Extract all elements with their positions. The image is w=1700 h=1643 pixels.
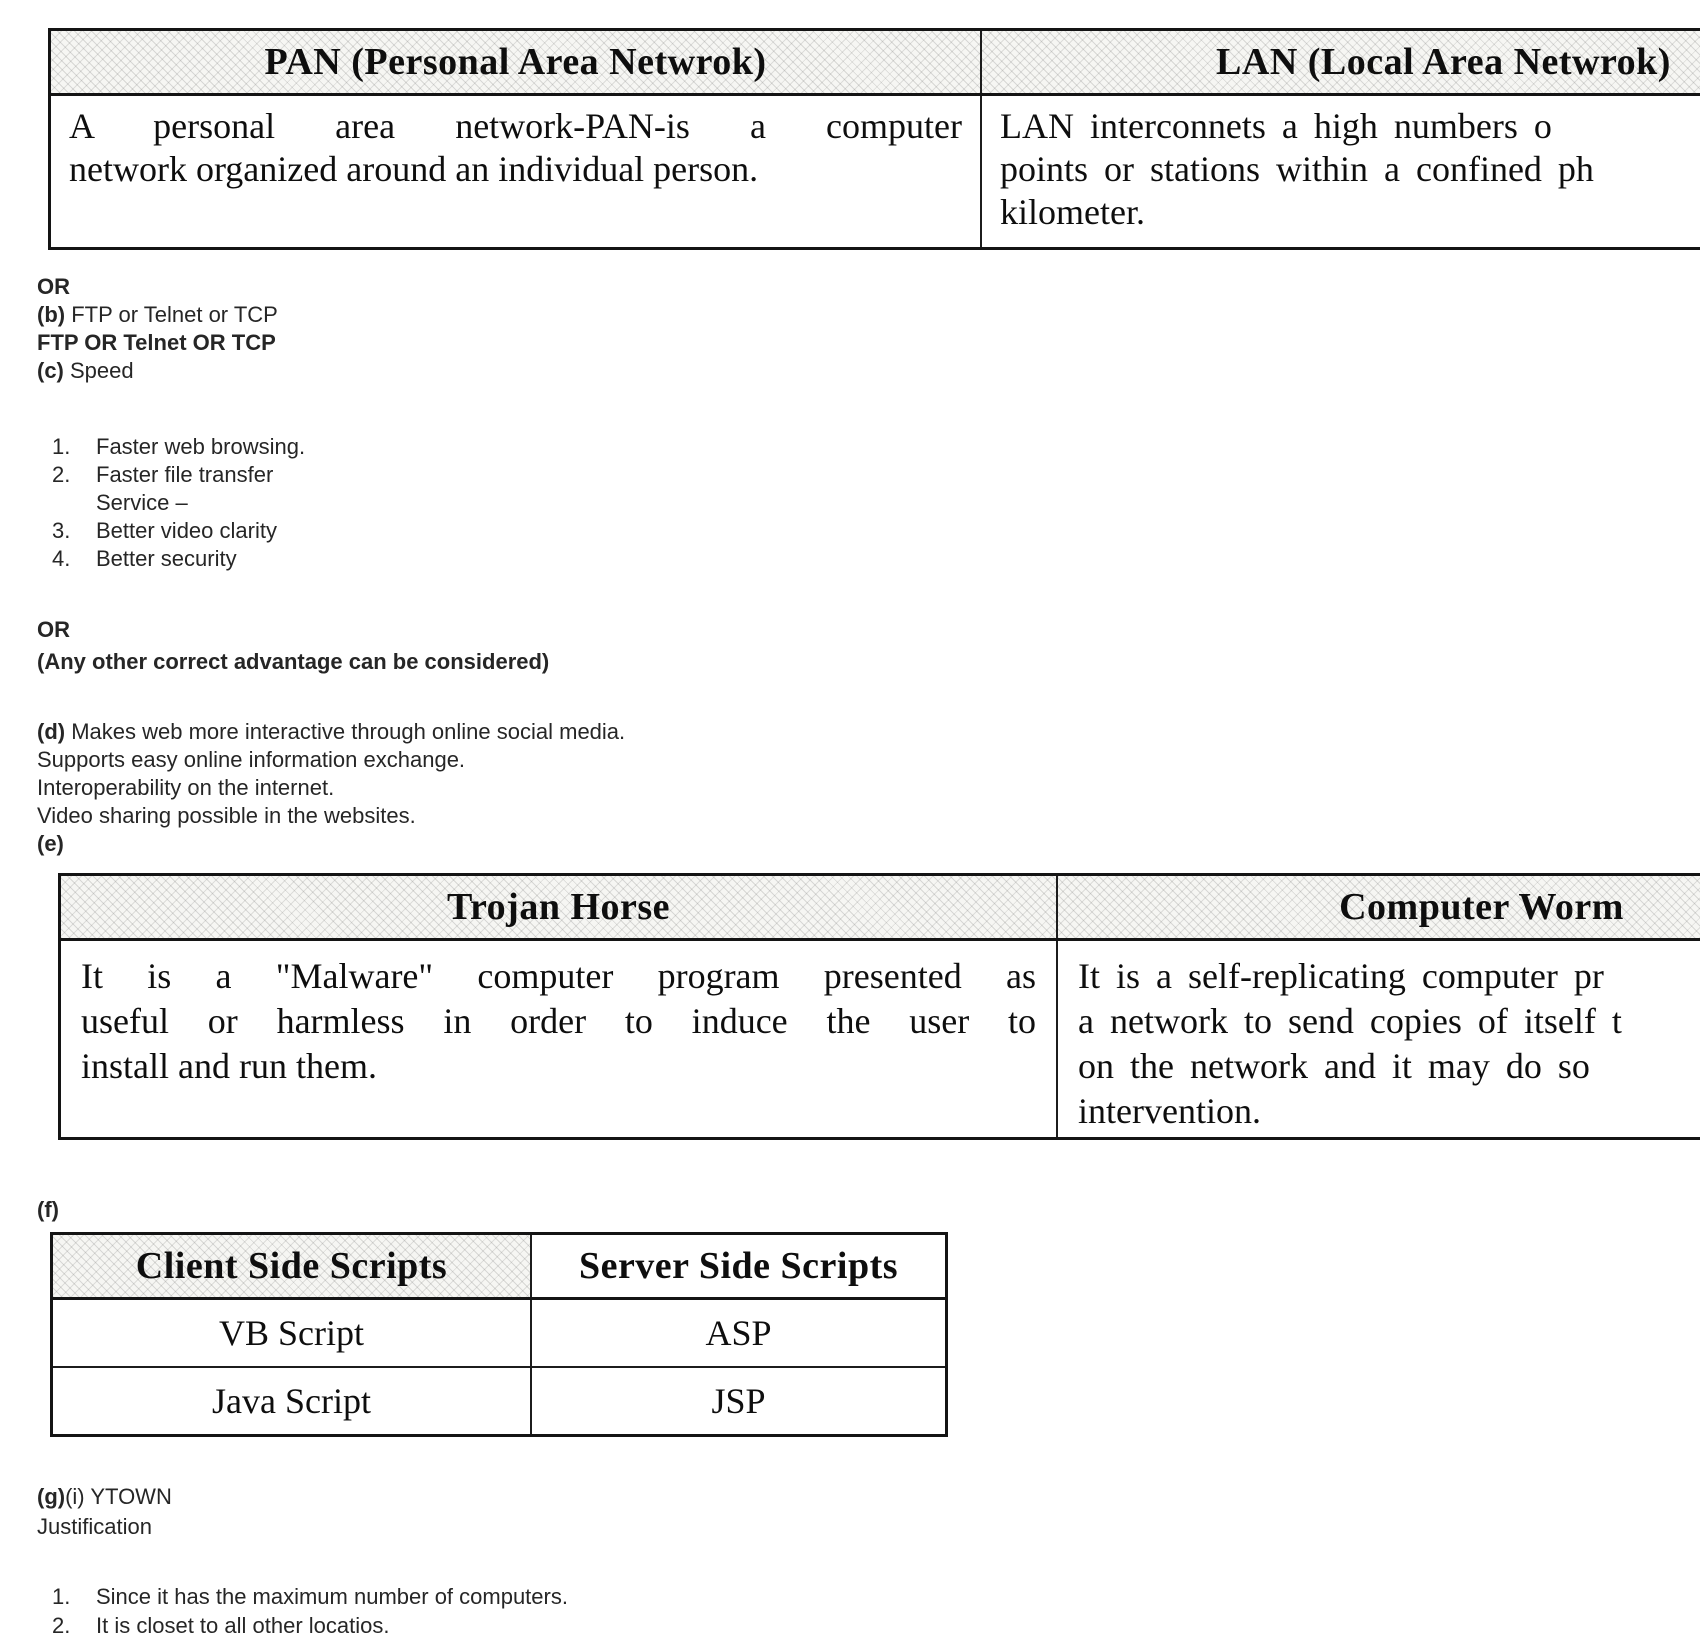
list-item-number: 3. <box>52 518 71 543</box>
worm-definition-line: a network to send copies of itself t <box>1078 1001 1622 1041</box>
pan-header-cell <box>51 31 982 93</box>
list-item <box>52 489 305 517</box>
worm-header-label: Computer Worm <box>1339 886 1624 928</box>
scripts-table-row <box>53 1300 945 1368</box>
client-scripts-header-label: Client Side Scripts <box>135 1245 448 1287</box>
client-scripts-header-cell <box>53 1235 532 1297</box>
list-item-number: 1. <box>52 1584 71 1609</box>
answer-d-extra-line: Interoperability on the internet. <box>37 775 335 800</box>
answer-d-line <box>37 718 625 746</box>
trojan-worm-header-row <box>61 876 1700 941</box>
answer-block-d-e <box>37 718 625 858</box>
pan-header-label: PAN (Personal Area Netwrok) <box>264 41 767 83</box>
worm-definition-cell <box>1058 941 1700 1137</box>
or-separator: OR <box>37 274 70 299</box>
trojan-header-label: Trojan Horse <box>446 886 671 928</box>
list-item-number: 4. <box>52 546 71 571</box>
worm-definition-line: intervention. <box>1078 1091 1261 1131</box>
answer-b-line <box>37 301 278 329</box>
answer-g-line <box>37 1482 172 1512</box>
list-item-text: Since it has the maximum number of computers. <box>96 1584 568 1609</box>
list-item-number: 2. <box>52 462 71 487</box>
answer-d-extra-line: Video sharing possible in the websites. <box>37 803 416 828</box>
list-item-text: Better video clarity <box>96 518 277 543</box>
answer-d-extra-line: Supports easy online information exchange. <box>37 747 466 772</box>
answer-d-label: (d) <box>37 719 66 744</box>
lan-definition-line: LAN interconnets a high numbers o <box>1000 106 1552 146</box>
pan-lan-header-row <box>51 31 1700 96</box>
answer-b-text: FTP or Telnet or TCP <box>65 302 278 327</box>
trojan-definition-line: It is a "Malware" computer program presented as <box>81 956 1036 996</box>
answer-c-label: (c) <box>37 358 64 383</box>
answer-c-line <box>37 357 278 385</box>
trojan-header-cell <box>61 876 1058 938</box>
server-scripts-header-label: Server Side Scripts <box>578 1245 899 1287</box>
justification-list <box>52 1582 568 1640</box>
server-scripts-header-cell <box>532 1235 945 1297</box>
pan-lan-table <box>48 28 1700 250</box>
client-script-cell: VB Script <box>53 1300 532 1366</box>
trojan-definition-line: install and run them. <box>81 1046 377 1086</box>
or-separator: OR <box>37 617 70 642</box>
trojan-definition-cell <box>61 941 1058 1137</box>
answer-block-or-note <box>37 614 549 678</box>
trojan-worm-body-row <box>61 941 1700 1137</box>
advantages-list <box>52 433 305 573</box>
server-script-cell: ASP <box>705 1313 772 1353</box>
or-note: (Any other correct advantage can be considered) <box>37 649 550 674</box>
justification-title: Justification <box>37 1514 152 1539</box>
list-item-text: Better security <box>96 546 237 571</box>
trojan-worm-table <box>58 873 1700 1140</box>
list-item <box>52 517 305 545</box>
list-item <box>52 433 305 461</box>
answer-f-label: (f) <box>37 1197 59 1222</box>
answer-c-text: Speed <box>63 358 134 383</box>
list-item-number <box>52 489 96 517</box>
answer-g-label: (g) <box>37 1484 66 1509</box>
lan-definition-line: kilometer. <box>1000 192 1145 232</box>
worm-definition-line: It is a self-replicating computer pr <box>1078 956 1604 996</box>
pan-definition-line: network organized around an individual person. <box>69 149 759 189</box>
list-item-number: 2. <box>52 1613 71 1638</box>
scripts-header-row <box>53 1235 945 1300</box>
lan-header-cell <box>982 31 1700 93</box>
answer-block-b-c <box>37 273 278 385</box>
lan-definition-line: points or stations within a confined ph <box>1000 149 1594 189</box>
answer-d-text: Makes web more interactive through online social media. <box>65 719 626 744</box>
pan-lan-body-row <box>51 96 1700 247</box>
list-item-text: Faster file transfer <box>96 462 274 487</box>
list-item-text: Service – <box>96 490 188 515</box>
lan-definition-cell <box>982 96 1700 247</box>
worm-definition-line: on the network and it may do so <box>1078 1046 1590 1086</box>
pan-definition-line: A personal area network-PAN-is a computer <box>69 106 962 146</box>
answer-g-text: (i) YTOWN <box>65 1484 172 1509</box>
answer-b-bold-line: FTP OR Telnet OR TCP <box>37 330 276 355</box>
client-script-cell: Java Script <box>53 1368 532 1434</box>
lan-header-label: LAN (Local Area Netwrok) <box>1216 41 1671 83</box>
list-item-text: It is closet to all other locatios. <box>96 1613 390 1638</box>
scripts-table-row <box>53 1368 945 1434</box>
list-item-text: Faster web browsing. <box>96 434 306 459</box>
worm-header-cell <box>1058 876 1700 938</box>
list-item-number: 1. <box>52 434 71 459</box>
answer-e-label: (e) <box>37 831 64 856</box>
answer-b-label: (b) <box>37 302 66 327</box>
list-item <box>52 1582 568 1611</box>
list-item <box>52 461 305 489</box>
list-item <box>52 1611 568 1640</box>
server-script-cell: JSP <box>711 1381 766 1421</box>
trojan-definition-line: useful or harmless in order to induce the user to <box>81 1001 1036 1041</box>
pan-definition-cell <box>51 96 982 247</box>
scripts-table <box>50 1232 948 1437</box>
list-item <box>52 545 305 573</box>
answer-block-g <box>37 1482 172 1542</box>
